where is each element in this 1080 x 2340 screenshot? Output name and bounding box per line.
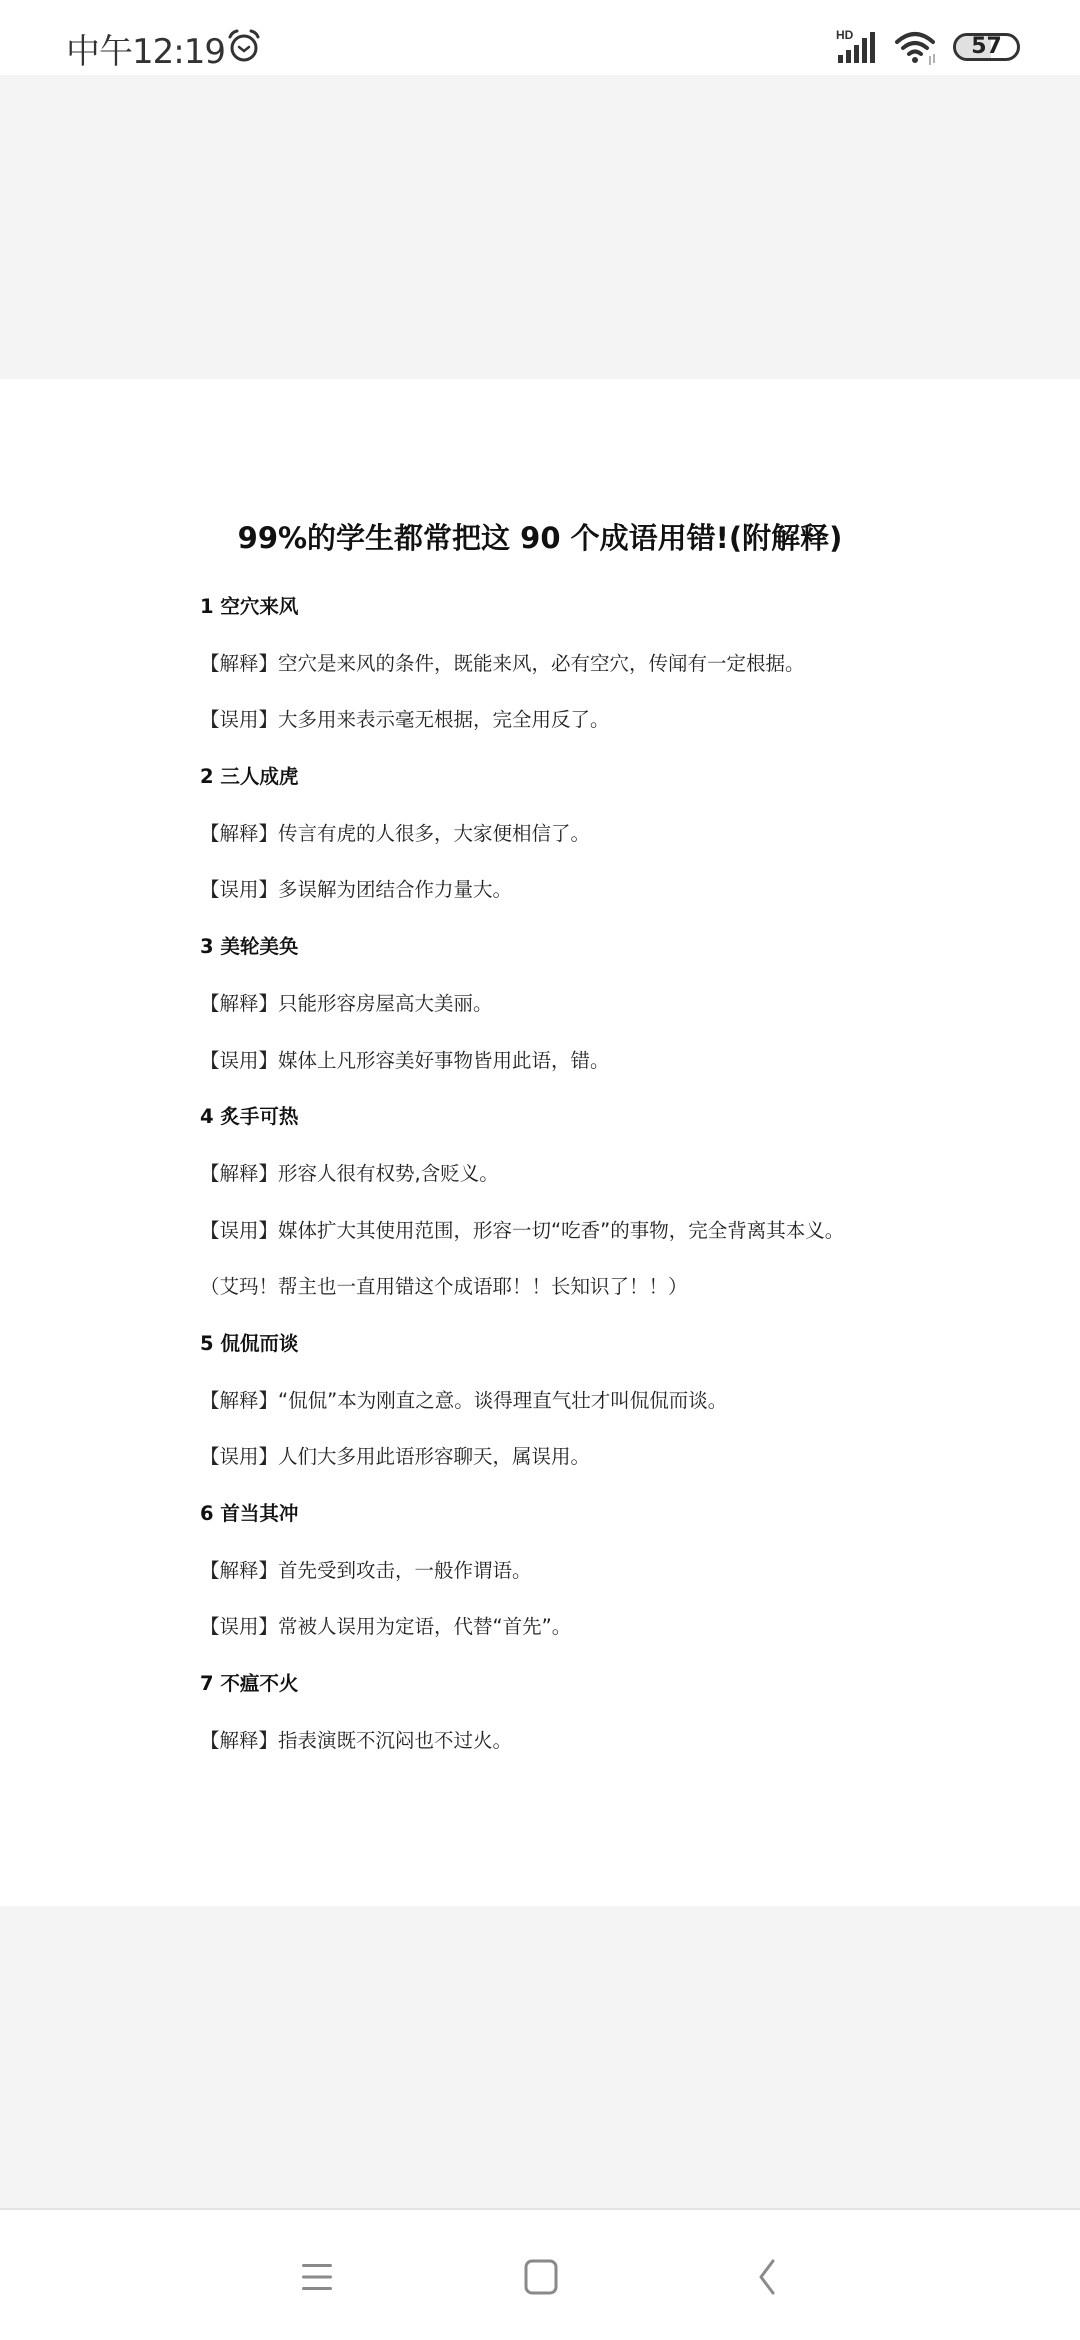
idiom-heading-4: 4 炙手可热 [200, 1105, 299, 1129]
document-page[interactable] [0, 379, 1080, 1906]
misuse-4: 【误用】媒体扩大其使用范围，形容一切“吃香”的事物，完全背离其本义。 [200, 1218, 845, 1242]
wifi-icon [893, 30, 941, 66]
explanation-5: 【解释】“侃侃”本为刚直之意。谈得理直气壮才叫侃侃而谈。 [200, 1388, 728, 1412]
idiom-heading-3: 3 美轮美奂 [200, 935, 299, 959]
misuse-5: 【误用】人们大多用此语形容聊天，属误用。 [200, 1445, 591, 1469]
signal-icon [836, 28, 880, 64]
menu-icon [300, 2260, 334, 2294]
home-button[interactable] [506, 2242, 576, 2312]
misuse-6: 【误用】常被人误用为定语，代替“首先”。 [200, 1615, 572, 1639]
battery-level: 57 [971, 34, 1002, 59]
alarm-icon [226, 28, 262, 64]
home-square-icon [524, 2259, 558, 2295]
explanation-6: 【解释】首先受到攻击，一般作谓语。 [200, 1558, 532, 1582]
top-margin-band [0, 75, 1080, 379]
back-chevron-icon [755, 2259, 779, 2295]
explanation-7: 【解释】指表演既不沉闷也不过火。 [200, 1728, 513, 1752]
idiom-heading-5: 5 侃侃而谈 [200, 1331, 299, 1355]
misuse-1: 【误用】大多用来表示毫无根据，完全用反了。 [200, 708, 610, 732]
document-body [200, 579, 920, 1769]
status-bar [0, 0, 1080, 75]
document-title: 99%的学生都常把这 90 个成语用错!(附解释) [237, 521, 843, 555]
bottom-margin-band [0, 1906, 1080, 2210]
recent-apps-button[interactable] [282, 2242, 352, 2312]
status-time: 中午12:19 [66, 32, 225, 72]
misuse-2: 【误用】多误解为团结合作力量大。 [200, 878, 513, 902]
idiom-heading-6: 6 首当其冲 [200, 1502, 299, 1525]
idiom-heading-7: 7 不瘟不火 [200, 1672, 299, 1696]
idiom-heading-1: 1 空穴来风 [200, 595, 299, 618]
explanation-4: 【解释】形容人很有权势,含贬义。 [200, 1161, 499, 1185]
explanation-3: 【解释】只能形容房屋高大美丽。 [200, 991, 493, 1015]
explanation-2: 【解释】传言有虎的人很多，大家便相信了。 [200, 821, 591, 845]
idiom-heading-2: 2 三人成虎 [200, 765, 299, 789]
misuse-3: 【误用】媒体上凡形容美好事物皆用此语，错。 [200, 1048, 610, 1072]
battery-icon [953, 33, 1020, 61]
network-type-label: HD [836, 28, 854, 42]
back-button[interactable] [732, 2242, 802, 2312]
system-nav-bar [0, 2212, 1080, 2340]
explanation-1: 【解释】空穴是来风的条件，既能来风，必有空穴，传闻有一定根据。 [200, 651, 805, 675]
author-note-4: （艾玛！帮主也一直用错这个成语耶！！长知识了！！） [200, 1275, 688, 1299]
